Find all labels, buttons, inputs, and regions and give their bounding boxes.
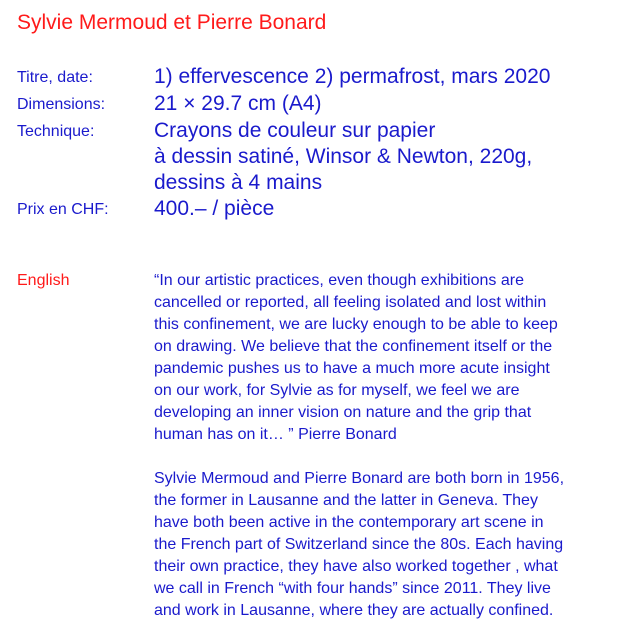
spec-value-line: Crayons de couleur sur papier	[154, 119, 436, 142]
spec-row-dimensions	[17, 91, 627, 118]
text-line: the former in Lausanne and the latter in Geneva. They	[154, 492, 538, 509]
spec-value	[154, 118, 532, 196]
text-line: have both been active in the contemporary art scene in	[154, 514, 544, 531]
bio-paragraph	[154, 468, 630, 622]
text-line: and work in Lausanne, where they are actually confined.	[154, 602, 554, 619]
text-line: the French part of Switzerland since the 80s. Each having	[154, 536, 564, 553]
spec-value-line: 400.– / pièce	[154, 197, 275, 220]
text-line: their own practice, they have also worked together , what	[154, 558, 558, 575]
text-line: Sylvie Mermoud and Pierre Bonard are both born in 1956,	[154, 470, 565, 487]
text-line: pandemic pushes us to have a much more acute insight	[154, 360, 550, 377]
spec-value-line: à dessin satiné, Winsor & Newton, 220g,	[154, 145, 533, 168]
spec-value	[154, 64, 550, 90]
spec-label: Prix en CHF:	[17, 201, 109, 218]
quote-paragraph	[154, 270, 630, 446]
text-line: we call in French “with four hands” since 2011. They live	[154, 580, 551, 597]
text-line: this confinement, we are lucky enough to be able to keep	[154, 316, 558, 333]
artwork-specs	[17, 64, 627, 223]
english-text-block	[154, 270, 630, 622]
spec-value	[154, 196, 274, 222]
spec-row-technique	[17, 118, 627, 196]
spec-value-line: 1) effervescence 2) permafrost, mars 2020	[154, 65, 551, 88]
section-label-english: English	[17, 272, 70, 289]
spec-value-line: dessins à 4 mains	[154, 171, 323, 194]
spec-row-title-date	[17, 64, 627, 91]
spec-label: Technique:	[17, 123, 95, 140]
text-line: cancelled or reported, all feeling isolated and lost within	[154, 294, 547, 311]
spec-label: Titre, date:	[17, 69, 93, 86]
text-line: on our work, for Sylvie as for myself, we feel we are	[154, 382, 520, 399]
spec-value	[154, 91, 322, 117]
text-line: developing an inner vision on nature and the grip that	[154, 404, 532, 421]
spec-label: Dimensions:	[17, 96, 106, 113]
spec-value-line: 21 × 29.7 cm (A4)	[154, 92, 322, 115]
paragraph-spacer	[154, 446, 630, 468]
text-line: on drawing. We believe that the confinement itself or the	[154, 338, 553, 355]
text-line: “In our artistic practices, even though exhibitions are	[154, 272, 524, 289]
text-line: human has on it… ” Pierre Bonard	[154, 426, 397, 443]
spec-row-price	[17, 196, 627, 223]
page-title: Sylvie Mermoud et Pierre Bonard	[17, 11, 327, 34]
